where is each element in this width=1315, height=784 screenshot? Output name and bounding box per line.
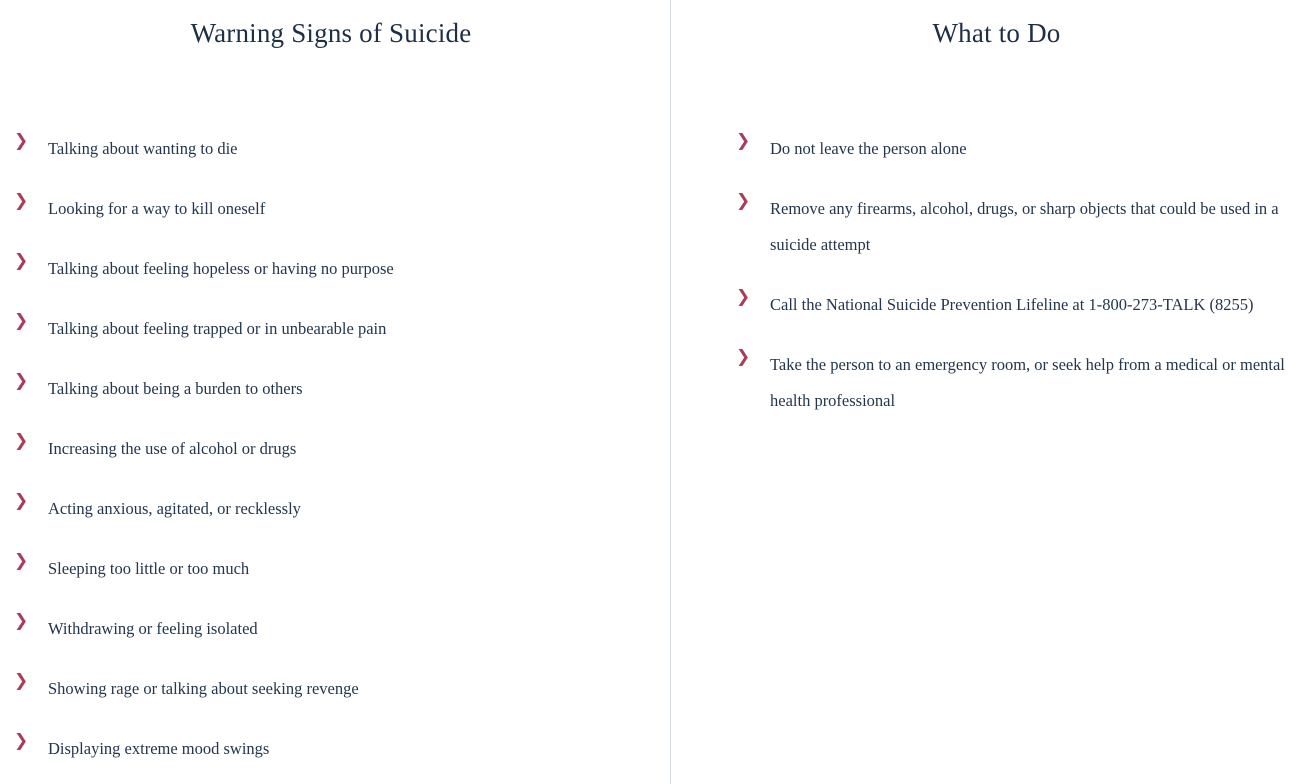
chevron-right-icon: ❯	[14, 191, 29, 212]
list-item-label: Talking about being a burden to others	[48, 379, 303, 399]
list-item-label: Talking about feeling hopeless or having no purpose	[48, 259, 394, 279]
list-item	[0, 251, 670, 287]
warning-signs-list	[0, 131, 670, 767]
list-item-label: Acting anxious, agitated, or recklessly	[48, 499, 301, 519]
chevron-right-icon: ❯	[736, 131, 751, 152]
chevron-right-icon: ❯	[14, 131, 29, 152]
list-item-label: Do not leave the person alone	[770, 139, 967, 159]
list-item	[0, 311, 670, 347]
list-item-label: Remove any firearms, alcohol, drugs, or sharp objects that could be used in a suicide attempt	[770, 199, 1279, 255]
chevron-right-icon: ❯	[14, 731, 29, 752]
chevron-right-icon: ❯	[736, 347, 751, 368]
list-item-label: Withdrawing or feeling isolated	[48, 619, 258, 639]
what-to-do-column	[670, 0, 1315, 784]
chevron-right-icon: ❯	[14, 431, 29, 452]
list-item-label: Increasing the use of alcohol or drugs	[48, 439, 297, 459]
list-item	[722, 347, 1315, 419]
chevron-right-icon: ❯	[14, 611, 29, 632]
page-title-warning-signs: Warning Signs of Suicide	[190, 18, 472, 48]
list-item-label: Talking about wanting to die	[48, 139, 238, 159]
column-divider	[670, 0, 671, 784]
list-item-label: Showing rage or talking about seeking revenge	[48, 679, 359, 699]
chevron-right-icon: ❯	[14, 371, 29, 392]
list-item-label: Looking for a way to kill oneself	[48, 199, 266, 219]
list-item	[0, 551, 670, 587]
chevron-right-icon: ❯	[14, 551, 29, 572]
list-item-label: Take the person to an emergency room, or seek help from a medical or mental health professional	[770, 355, 1285, 411]
chevron-right-icon: ❯	[14, 251, 29, 272]
list-item	[0, 491, 670, 527]
chevron-right-icon: ❯	[736, 287, 751, 308]
list-item-label: Talking about feeling trapped or in unbearable pain	[48, 319, 387, 339]
chevron-right-icon: ❯	[736, 191, 751, 212]
list-item	[0, 371, 670, 407]
list-item	[0, 131, 670, 167]
what-to-do-list	[670, 131, 1315, 419]
list-item	[0, 671, 670, 707]
list-item	[0, 611, 670, 647]
chevron-right-icon: ❯	[14, 311, 29, 332]
list-item-label: Call the National Suicide Prevention Lifeline at 1-800-273-TALK (8255)	[770, 295, 1254, 315]
page-title-what-to-do: What to Do	[932, 18, 1061, 48]
list-item	[722, 131, 1315, 167]
list-item	[0, 191, 670, 227]
list-item-label: Sleeping too little or too much	[48, 559, 250, 579]
chevron-right-icon: ❯	[14, 671, 29, 692]
chevron-right-icon: ❯	[14, 491, 29, 512]
list-item	[0, 731, 670, 767]
list-item-label: Displaying extreme mood swings	[48, 739, 270, 759]
list-item	[722, 287, 1315, 323]
list-item	[0, 431, 670, 467]
list-item	[722, 191, 1315, 263]
